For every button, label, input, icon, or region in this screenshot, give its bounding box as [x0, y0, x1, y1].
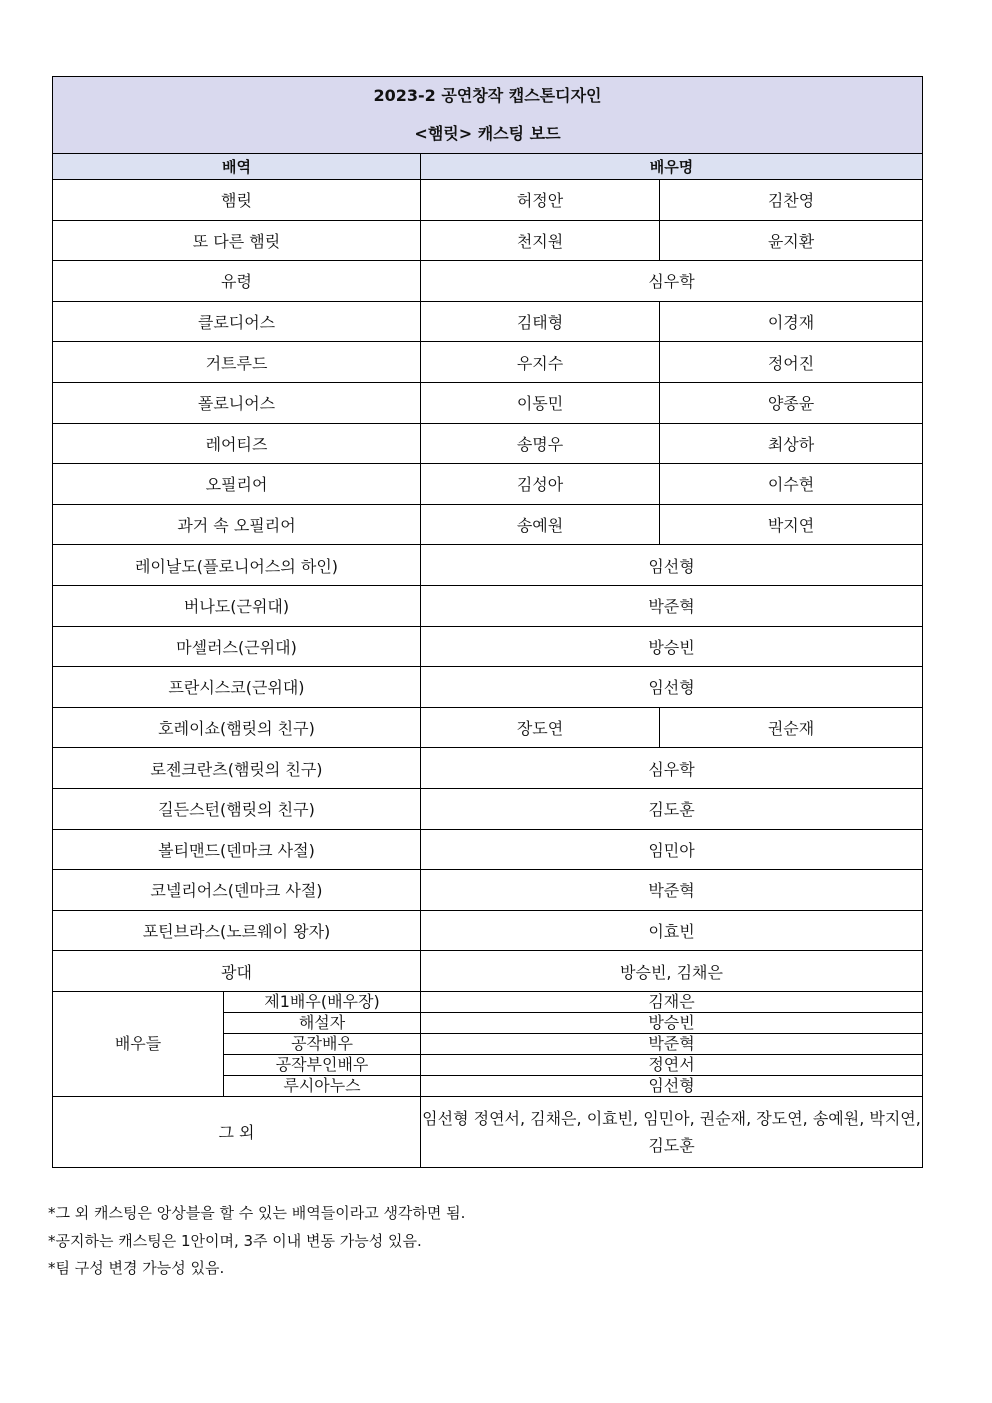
actor-cell: 김태형 [421, 301, 660, 342]
board-title [53, 77, 923, 154]
actor-cell: 권순재 [660, 707, 923, 748]
actor-cell: 장도연 [421, 707, 660, 748]
title-line-2: <햄릿> 캐스팅 보드 [414, 124, 561, 143]
table-header-row [53, 154, 923, 180]
note-line: *공지하는 캐스팅은 1안이며, 3주 이내 변동 가능성 있음. [48, 1231, 422, 1250]
table-row [53, 545, 923, 586]
actor-cell: 방승빈, 김채은 [421, 951, 923, 992]
etc-label: 그 외 [53, 1096, 421, 1167]
actor-cell: 정어진 [660, 342, 923, 383]
notes [48, 1200, 465, 1283]
actor-cell: 임선형 [421, 545, 923, 586]
role-cell: 광대 [53, 951, 421, 992]
table-row [53, 748, 923, 789]
role-cell: 볼티맨드(덴마크 사절) [53, 829, 421, 870]
role-cell: 버나도(근위대) [53, 585, 421, 626]
actor-cell: 김재은 [421, 991, 923, 1012]
table-row [53, 423, 923, 464]
sub-role-cell: 공작배우 [224, 1033, 421, 1054]
table-row [53, 707, 923, 748]
actor-cell: 천지원 [421, 220, 660, 261]
actor-cell: 임선형 [421, 667, 923, 708]
table-row [53, 910, 923, 951]
note-line: *그 외 캐스팅은 앙상블을 할 수 있는 배역들이라고 생각하면 됨. [48, 1204, 466, 1222]
actor-cell: 박준혁 [421, 585, 923, 626]
actor-cell: 이수현 [660, 464, 923, 505]
table-row [53, 504, 923, 545]
table-row [53, 220, 923, 261]
sub-role-cell: 루시아누스 [224, 1075, 421, 1096]
table-row [53, 788, 923, 829]
sub-role-cell: 공작부인배우 [224, 1054, 421, 1075]
role-cell: 거트루드 [53, 342, 421, 383]
actor-cell: 김도훈 [421, 788, 923, 829]
sub-role-cell: 해설자 [224, 1012, 421, 1033]
role-cell: 포틴브라스(노르웨이 왕자) [53, 910, 421, 951]
table-row [53, 342, 923, 383]
role-cell: 길든스턴(햄릿의 친구) [53, 788, 421, 829]
table-row [53, 261, 923, 302]
role-cell: 과거 속 오필리어 [53, 504, 421, 545]
actor-cell: 임민아 [421, 829, 923, 870]
role-cell: 또 다른 햄릿 [53, 220, 421, 261]
role-cell: 로젠크란츠(햄릿의 친구) [53, 748, 421, 789]
actor-cell: 정연서 [421, 1054, 923, 1075]
role-column-header: 배역 [53, 154, 421, 180]
actor-cell: 이경재 [660, 301, 923, 342]
role-cell: 유령 [53, 261, 421, 302]
casting-board-table [52, 76, 923, 1168]
table-row [53, 870, 923, 911]
actor-cell: 최상하 [660, 423, 923, 464]
table-row [53, 382, 923, 423]
role-cell: 레이날도(플로니어스의 하인) [53, 545, 421, 586]
actor-cell: 심우학 [421, 748, 923, 789]
etc-names: 임선형 정연서, 김채은, 이효빈, 임민아, 권순재, 장도연, 송예원, 박지연, 김도훈 [421, 1096, 923, 1167]
actor-cell: 박지연 [660, 504, 923, 545]
actor-cell: 방승빈 [421, 1012, 923, 1033]
actor-cell: 방승빈 [421, 626, 923, 667]
role-cell: 햄릿 [53, 180, 421, 221]
actor-cell: 이효빈 [421, 910, 923, 951]
actor-cell: 허정안 [421, 180, 660, 221]
actor-cell: 윤지환 [660, 220, 923, 261]
table-row [53, 951, 923, 992]
actor-cell: 우지수 [421, 342, 660, 383]
role-cell: 클로디어스 [53, 301, 421, 342]
title-line-1: 2023-2 공연창작 캡스톤디자인 [373, 86, 602, 105]
actor-cell: 김찬영 [660, 180, 923, 221]
actor-cell: 김성아 [421, 464, 660, 505]
actor-cell: 박준혁 [421, 870, 923, 911]
table-row [53, 585, 923, 626]
table-row [53, 180, 923, 221]
sub-role-cell: 제1배우(배우장) [224, 991, 421, 1012]
actor-cell: 박준혁 [421, 1033, 923, 1054]
actor-cell: 송예원 [421, 504, 660, 545]
role-cell: 코넬리어스(덴마크 사절) [53, 870, 421, 911]
role-cell: 마셀러스(근위대) [53, 626, 421, 667]
actor-column-header: 배우명 [421, 154, 923, 180]
actor-cell: 임선형 [421, 1075, 923, 1096]
actor-cell: 송명우 [421, 423, 660, 464]
table-row [53, 667, 923, 708]
role-cell: 오필리어 [53, 464, 421, 505]
actor-cell: 심우학 [421, 261, 923, 302]
role-cell: 프란시스코(근위대) [53, 667, 421, 708]
note-line: *팀 구성 변경 가능성 있음. [48, 1259, 225, 1277]
etc-row [53, 1096, 923, 1167]
table-row [53, 626, 923, 667]
role-cell: 레어티즈 [53, 423, 421, 464]
table-row [53, 829, 923, 870]
role-cell: 폴로니어스 [53, 382, 421, 423]
role-cell: 호레이쇼(햄릿의 친구) [53, 707, 421, 748]
table-row [53, 464, 923, 505]
actor-cell: 이동민 [421, 382, 660, 423]
actors-group-row [53, 991, 923, 1012]
table-row [53, 301, 923, 342]
actors-group-label: 배우들 [53, 991, 224, 1096]
actor-cell: 양종윤 [660, 382, 923, 423]
